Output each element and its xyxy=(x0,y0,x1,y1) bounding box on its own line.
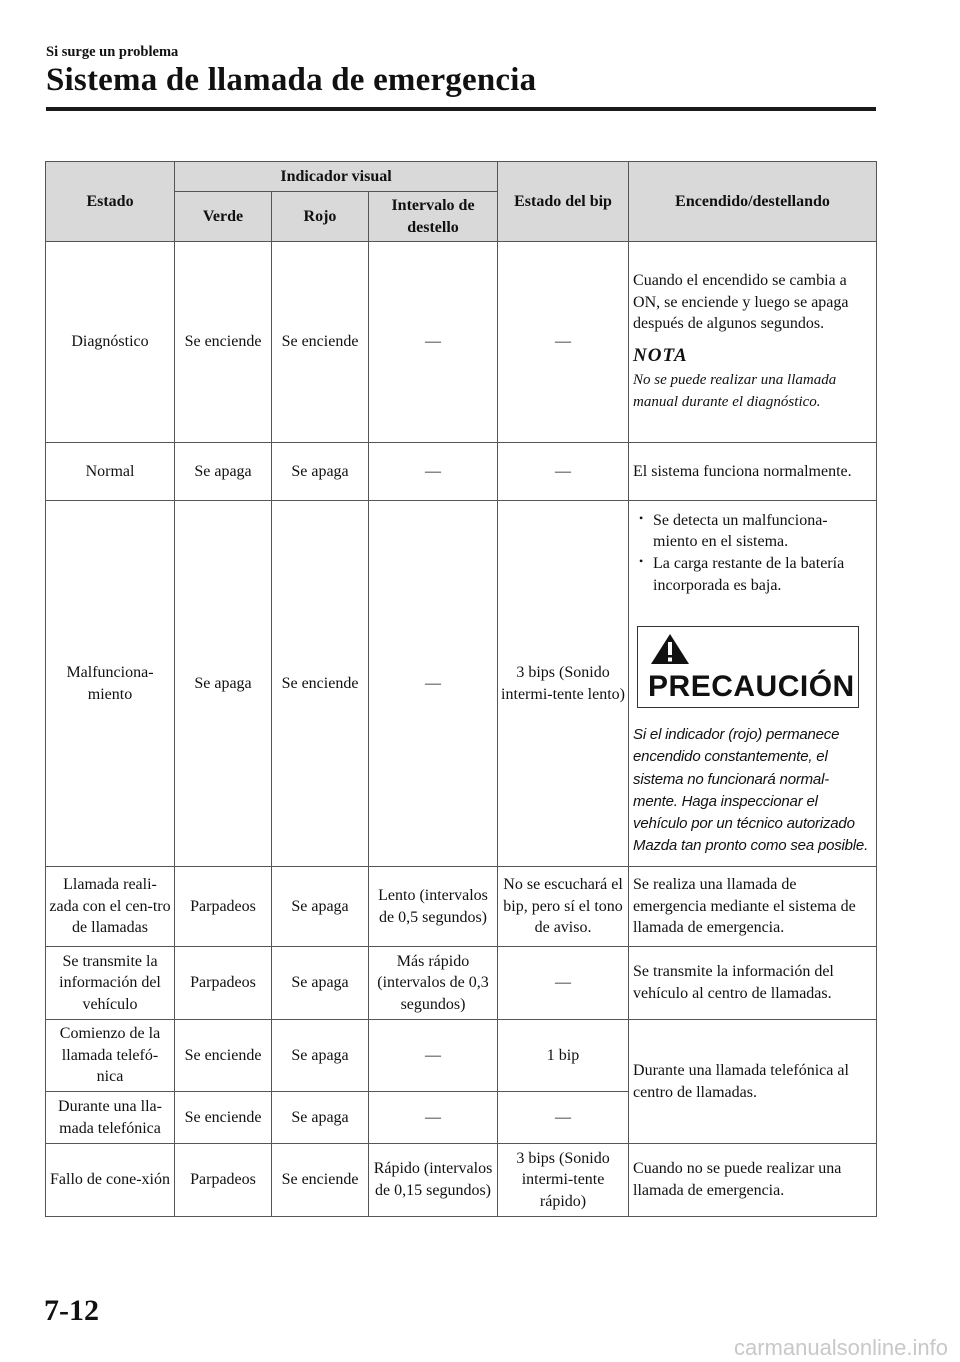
cell-verde: Se enciende xyxy=(175,1020,272,1092)
cell-intervalo: — xyxy=(369,501,498,867)
cell-bip: No se escuchará el bip, pero sí el tono de aviso. xyxy=(498,867,629,947)
cell-estado: Diagnóstico xyxy=(46,242,175,443)
note-text: No se puede realizar una llamada manual durante el diagnóstico. xyxy=(633,372,837,411)
header-bip: Estado del bip xyxy=(498,162,629,242)
cell-bip: — xyxy=(498,1092,629,1144)
header-intervalo: Intervalo de destello xyxy=(369,192,498,242)
cell-verde: Se apaga xyxy=(175,443,272,501)
indicator-table xyxy=(45,161,877,1217)
bullet-list xyxy=(633,510,871,596)
cell-bip: 3 bips (Sonido intermi-tente lento) xyxy=(498,501,629,867)
cell-bip: — xyxy=(498,443,629,501)
cell-bip: 3 bips (Sonido intermi-tente rápido) xyxy=(498,1144,629,1217)
table-row xyxy=(46,242,877,443)
cell-desc: Se transmite la información del vehículo al centro de llamadas. xyxy=(629,947,877,1020)
table-row xyxy=(46,501,877,867)
table-row xyxy=(46,867,877,947)
cell-rojo: Se apaga xyxy=(272,1092,369,1144)
cell-desc: Se realiza una llamada de emergencia mediante el sistema de llamada de emergencia. xyxy=(629,867,877,947)
table-row xyxy=(46,1020,877,1092)
cell-rojo: Se apaga xyxy=(272,947,369,1020)
header-encendido: Encendido/destellando xyxy=(629,162,877,242)
cell-estado: Malfunciona-miento xyxy=(46,501,175,867)
cell-desc xyxy=(629,242,877,443)
caution-label: PRECAUCIÓN xyxy=(648,670,855,704)
cell-bip: — xyxy=(498,242,629,443)
cell-estado: Fallo de cone-xión xyxy=(46,1144,175,1217)
cell-rojo: Se apaga xyxy=(272,867,369,947)
desc-text: Cuando el encendido se cambia a ON, se enciende y luego se apaga después de algunos segundos. xyxy=(633,272,849,333)
cell-bip: — xyxy=(498,947,629,1020)
warning-icon xyxy=(650,633,690,665)
cell-verde: Se enciende xyxy=(175,242,272,443)
cell-desc: El sistema funciona normalmente. xyxy=(629,443,877,501)
cell-rojo: Se enciende xyxy=(272,501,369,867)
cell-verde: Parpadeos xyxy=(175,947,272,1020)
bullet-item: • Se detecta un malfunciona-miento en el sistema. xyxy=(633,510,871,553)
header-verde: Verde xyxy=(175,192,272,242)
cell-rojo: Se apaga xyxy=(272,443,369,501)
cell-desc: Cuando no se puede realizar una llamada de emergencia. xyxy=(629,1144,877,1217)
header-estado: Estado xyxy=(46,162,175,242)
caution-text: Si el indicador (rojo) permanece encendido constantemente, el sistema no funcionará normal-mente. Haga inspeccionar el vehículo por un técnico autorizado Mazda tan pronto como sea posible. xyxy=(633,726,869,855)
cell-intervalo: — xyxy=(369,1020,498,1092)
watermark: carmanualsonline.info xyxy=(733,1335,948,1360)
bullet-item: • La carga restante de la batería incorporada es baja. xyxy=(633,553,871,596)
page-title: Sistema de llamada de emergencia xyxy=(46,62,537,98)
cell-rojo: Se enciende xyxy=(272,1144,369,1217)
cell-rojo: Se apaga xyxy=(272,1020,369,1092)
section-heading: Si surge un problema xyxy=(46,44,179,60)
cell-rojo: Se enciende xyxy=(272,242,369,443)
cell-intervalo: — xyxy=(369,1092,498,1144)
cell-intervalo: Más rápido (intervalos de 0,3 segundos) xyxy=(369,947,498,1020)
cell-bip: 1 bip xyxy=(498,1020,629,1092)
page-number: 7-12 xyxy=(44,1294,99,1327)
header-rojo: Rojo xyxy=(272,192,369,242)
cell-verde: Se enciende xyxy=(175,1092,272,1144)
cell-estado: Comienzo de la llamada telefó-nica xyxy=(46,1020,175,1092)
note-title: NOTA xyxy=(633,344,688,366)
cell-intervalo: Lento (intervalos de 0,5 segundos) xyxy=(369,867,498,947)
cell-desc: Durante una llamada telefónica al centro de llamadas. xyxy=(629,1020,877,1144)
cell-desc xyxy=(629,501,877,867)
cell-intervalo: Rápido (intervalos de 0,15 segundos) xyxy=(369,1144,498,1217)
cell-verde: Parpadeos xyxy=(175,867,272,947)
cell-estado: Durante una lla-mada telefónica xyxy=(46,1092,175,1144)
table-row xyxy=(46,443,877,501)
cell-verde: Se apaga xyxy=(175,501,272,867)
cell-verde: Parpadeos xyxy=(175,1144,272,1217)
cell-estado: Normal xyxy=(46,443,175,501)
cell-estado: Se transmite la información del vehículo xyxy=(46,947,175,1020)
header-indicador: Indicador visual xyxy=(175,162,498,192)
cell-intervalo: — xyxy=(369,242,498,443)
table-row xyxy=(46,947,877,1020)
caution-box xyxy=(637,626,859,708)
title-rule xyxy=(46,107,876,111)
cell-estado: Llamada reali-zada con el cen-tro de llamadas xyxy=(46,867,175,947)
table-row xyxy=(46,1144,877,1217)
cell-intervalo: — xyxy=(369,443,498,501)
